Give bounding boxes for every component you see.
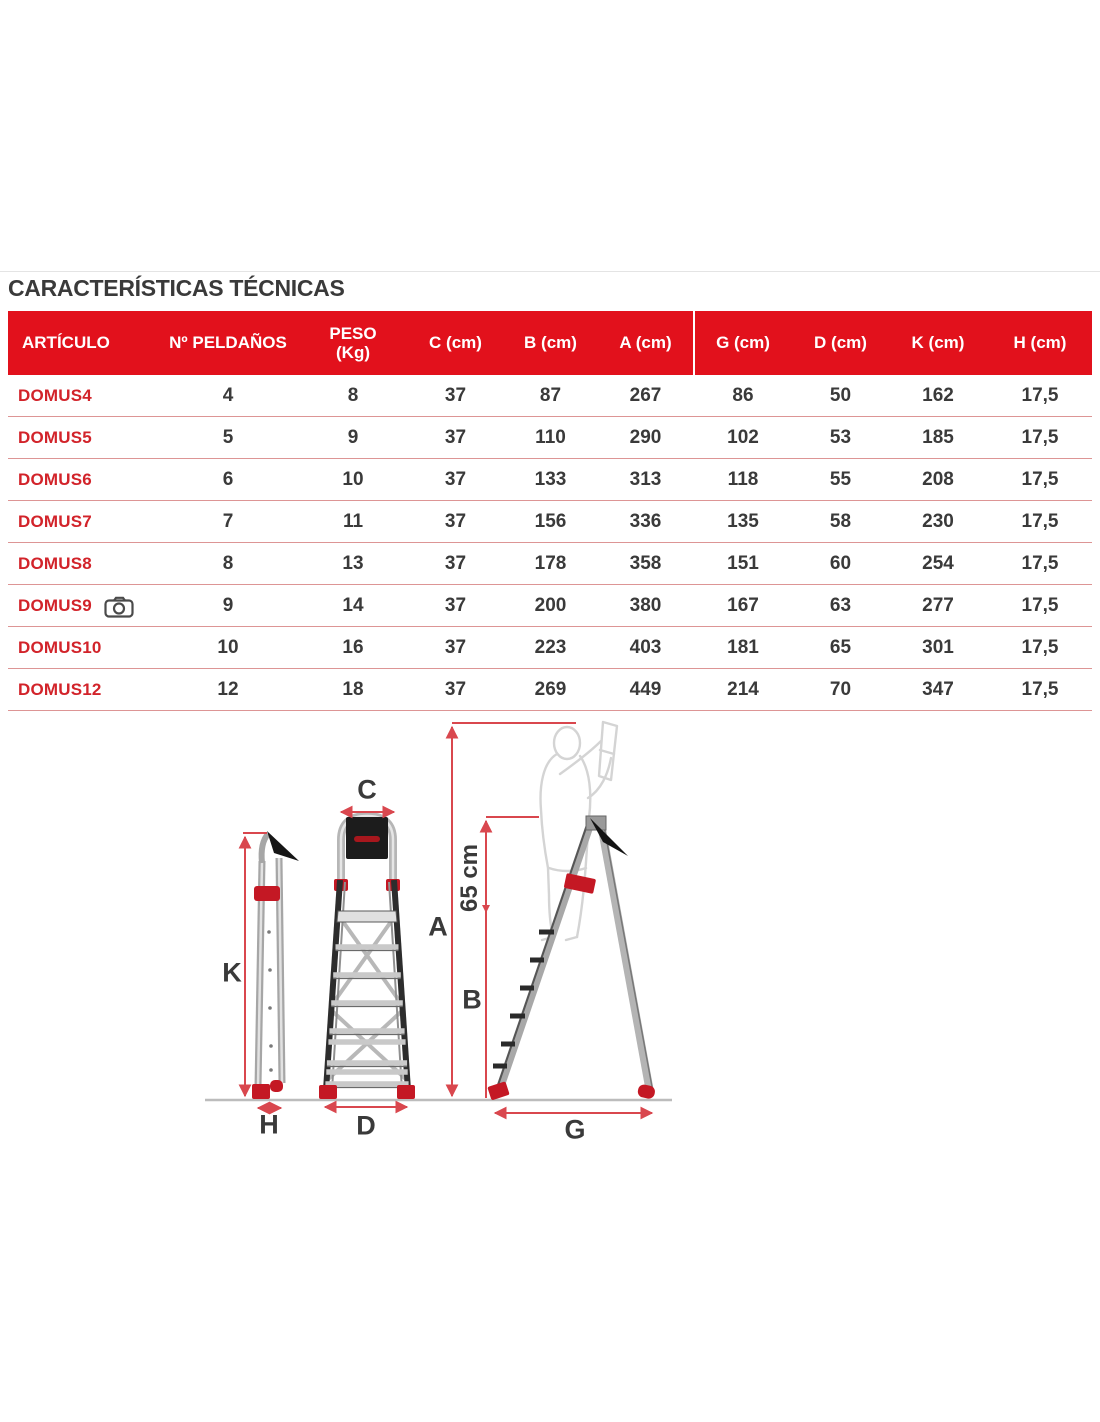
value-cell-k: 230 bbox=[922, 510, 954, 532]
value-cell-g: 118 bbox=[727, 468, 759, 490]
value-cell-a: 380 bbox=[629, 594, 662, 616]
column-header: ARTÍCULO bbox=[22, 333, 110, 353]
value-cell-h: 17,5 bbox=[1021, 678, 1059, 700]
value-cell-a: 358 bbox=[629, 552, 662, 574]
article-cell bbox=[8, 459, 158, 500]
value-cell-a: 313 bbox=[629, 468, 662, 490]
column-header: B (cm) bbox=[524, 333, 577, 353]
dim-label-d: D bbox=[356, 1110, 376, 1141]
value-cell-h: 17,5 bbox=[1021, 384, 1059, 406]
article-name: DOMUS9 bbox=[18, 595, 92, 615]
value-cell-c: 37 bbox=[444, 678, 467, 700]
article-cell bbox=[8, 501, 158, 542]
article-cell bbox=[8, 375, 158, 416]
table-row bbox=[8, 543, 1092, 585]
value-cell-k: 208 bbox=[922, 468, 954, 490]
value-cell-h: 17,5 bbox=[1021, 594, 1059, 616]
value-cell-g: 86 bbox=[732, 384, 754, 406]
value-cell-a: 403 bbox=[629, 636, 662, 658]
ladder-diagram-drawing bbox=[0, 700, 1100, 1170]
table-row bbox=[8, 627, 1092, 669]
article-name: DOMUS7 bbox=[18, 511, 92, 531]
article-name: DOMUS10 bbox=[18, 637, 102, 657]
value-cell-g: 102 bbox=[727, 426, 759, 448]
article-name: DOMUS12 bbox=[18, 679, 102, 699]
value-cell-a: 290 bbox=[629, 426, 662, 448]
dim-label-g: G bbox=[564, 1114, 586, 1145]
table-row bbox=[8, 417, 1092, 459]
value-cell-g: 151 bbox=[727, 552, 759, 574]
camera-icon bbox=[104, 596, 134, 618]
value-cell-h: 17,5 bbox=[1021, 552, 1059, 574]
value-cell-peso: 16 bbox=[342, 636, 364, 658]
value-cell-k: 277 bbox=[922, 594, 954, 616]
value-cell-h: 17,5 bbox=[1021, 510, 1059, 532]
article-name: DOMUS8 bbox=[18, 553, 92, 573]
value-cell-h: 17,5 bbox=[1021, 636, 1059, 658]
value-cell-peso: 10 bbox=[342, 468, 364, 490]
65cm-end-arrow bbox=[482, 905, 490, 913]
value-cell-b: 87 bbox=[539, 384, 562, 406]
value-cell-d: 58 bbox=[829, 510, 852, 532]
column-header: A (cm) bbox=[619, 333, 672, 353]
value-cell-k: 301 bbox=[922, 636, 954, 658]
value-cell-c: 37 bbox=[444, 594, 467, 616]
value-cell-peldanos: 8 bbox=[222, 552, 234, 574]
value-cell-a: 267 bbox=[629, 384, 662, 406]
article-name: DOMUS4 bbox=[18, 385, 92, 405]
dim-label-65cm: 65 cm bbox=[456, 843, 483, 913]
value-cell-g: 181 bbox=[727, 636, 759, 658]
value-cell-c: 37 bbox=[444, 510, 467, 532]
column-header: G (cm) bbox=[716, 333, 770, 353]
table-row bbox=[8, 459, 1092, 501]
article-cell bbox=[8, 417, 158, 458]
value-cell-g: 214 bbox=[727, 678, 759, 700]
value-cell-k: 162 bbox=[922, 384, 954, 406]
side-ladder bbox=[487, 816, 656, 1100]
table-body bbox=[8, 375, 1092, 711]
value-cell-a: 336 bbox=[629, 510, 662, 532]
value-cell-h: 17,5 bbox=[1021, 468, 1059, 490]
column-header: PESO (Kg) bbox=[329, 323, 377, 362]
value-cell-d: 60 bbox=[829, 552, 852, 574]
dimension-diagram bbox=[0, 700, 1100, 1170]
value-cell-b: 133 bbox=[534, 468, 567, 490]
spec-table bbox=[8, 311, 1092, 711]
column-header: H (cm) bbox=[1013, 333, 1067, 353]
value-cell-b: 110 bbox=[535, 426, 566, 448]
value-cell-c: 37 bbox=[444, 426, 467, 448]
article-name: DOMUS6 bbox=[18, 469, 92, 489]
value-cell-b: 178 bbox=[534, 552, 567, 574]
article-name: DOMUS5 bbox=[18, 427, 92, 447]
page-title: CARACTERÍSTICAS TÉCNICAS bbox=[8, 275, 345, 301]
value-cell-c: 37 bbox=[444, 552, 467, 574]
value-cell-peldanos: 5 bbox=[222, 426, 234, 448]
value-cell-peldanos: 12 bbox=[217, 678, 239, 700]
value-cell-k: 254 bbox=[922, 552, 954, 574]
value-cell-b: 223 bbox=[534, 636, 567, 658]
value-cell-peso: 8 bbox=[347, 384, 359, 406]
column-header: C (cm) bbox=[429, 333, 482, 353]
dim-label-c: C bbox=[357, 774, 377, 805]
top-divider bbox=[0, 271, 1100, 272]
value-cell-peso: 18 bbox=[342, 678, 364, 700]
column-header: K (cm) bbox=[911, 333, 965, 353]
value-cell-peso: 11 bbox=[342, 510, 364, 532]
value-cell-b: 156 bbox=[534, 510, 567, 532]
value-cell-d: 63 bbox=[829, 594, 852, 616]
value-cell-g: 135 bbox=[727, 510, 759, 532]
value-cell-d: 50 bbox=[829, 384, 852, 406]
dim-label-a: A bbox=[428, 911, 448, 942]
table-header bbox=[8, 311, 1092, 375]
value-cell-k: 185 bbox=[922, 426, 954, 448]
value-cell-d: 70 bbox=[829, 678, 852, 700]
value-cell-b: 269 bbox=[534, 678, 567, 700]
article-cell bbox=[8, 627, 158, 668]
value-cell-peldanos: 7 bbox=[222, 510, 234, 532]
value-cell-h: 17,5 bbox=[1021, 426, 1059, 448]
value-cell-g: 167 bbox=[727, 594, 759, 616]
table-row bbox=[8, 585, 1092, 627]
dim-label-k: K bbox=[222, 957, 242, 988]
value-cell-c: 37 bbox=[444, 468, 467, 490]
value-cell-peldanos: 6 bbox=[222, 468, 234, 490]
brand-logo bbox=[354, 836, 380, 842]
value-cell-k: 347 bbox=[922, 678, 954, 700]
folded-ladder bbox=[252, 831, 299, 1099]
value-cell-peldanos: 4 bbox=[222, 384, 234, 406]
value-cell-peldanos: 10 bbox=[217, 636, 239, 658]
value-cell-c: 37 bbox=[444, 384, 467, 406]
column-header: D (cm) bbox=[814, 333, 867, 353]
value-cell-peso: 9 bbox=[347, 426, 359, 448]
column-header: Nº PELDAÑOS bbox=[169, 333, 287, 353]
article-cell bbox=[8, 585, 158, 626]
value-cell-d: 55 bbox=[829, 468, 852, 490]
table-row bbox=[8, 501, 1092, 543]
dim-label-h: H bbox=[259, 1109, 279, 1140]
front-ladder bbox=[319, 816, 415, 1099]
value-cell-c: 37 bbox=[444, 636, 467, 658]
table-row bbox=[8, 375, 1092, 417]
value-cell-d: 53 bbox=[829, 426, 852, 448]
value-cell-d: 65 bbox=[829, 636, 852, 658]
value-cell-peldanos: 9 bbox=[222, 594, 234, 616]
value-cell-a: 449 bbox=[629, 678, 662, 700]
value-cell-peso: 13 bbox=[342, 552, 364, 574]
value-cell-b: 200 bbox=[534, 594, 567, 616]
value-cell-peso: 14 bbox=[342, 594, 364, 616]
dim-label-b: B bbox=[462, 984, 482, 1015]
article-cell bbox=[8, 543, 158, 584]
